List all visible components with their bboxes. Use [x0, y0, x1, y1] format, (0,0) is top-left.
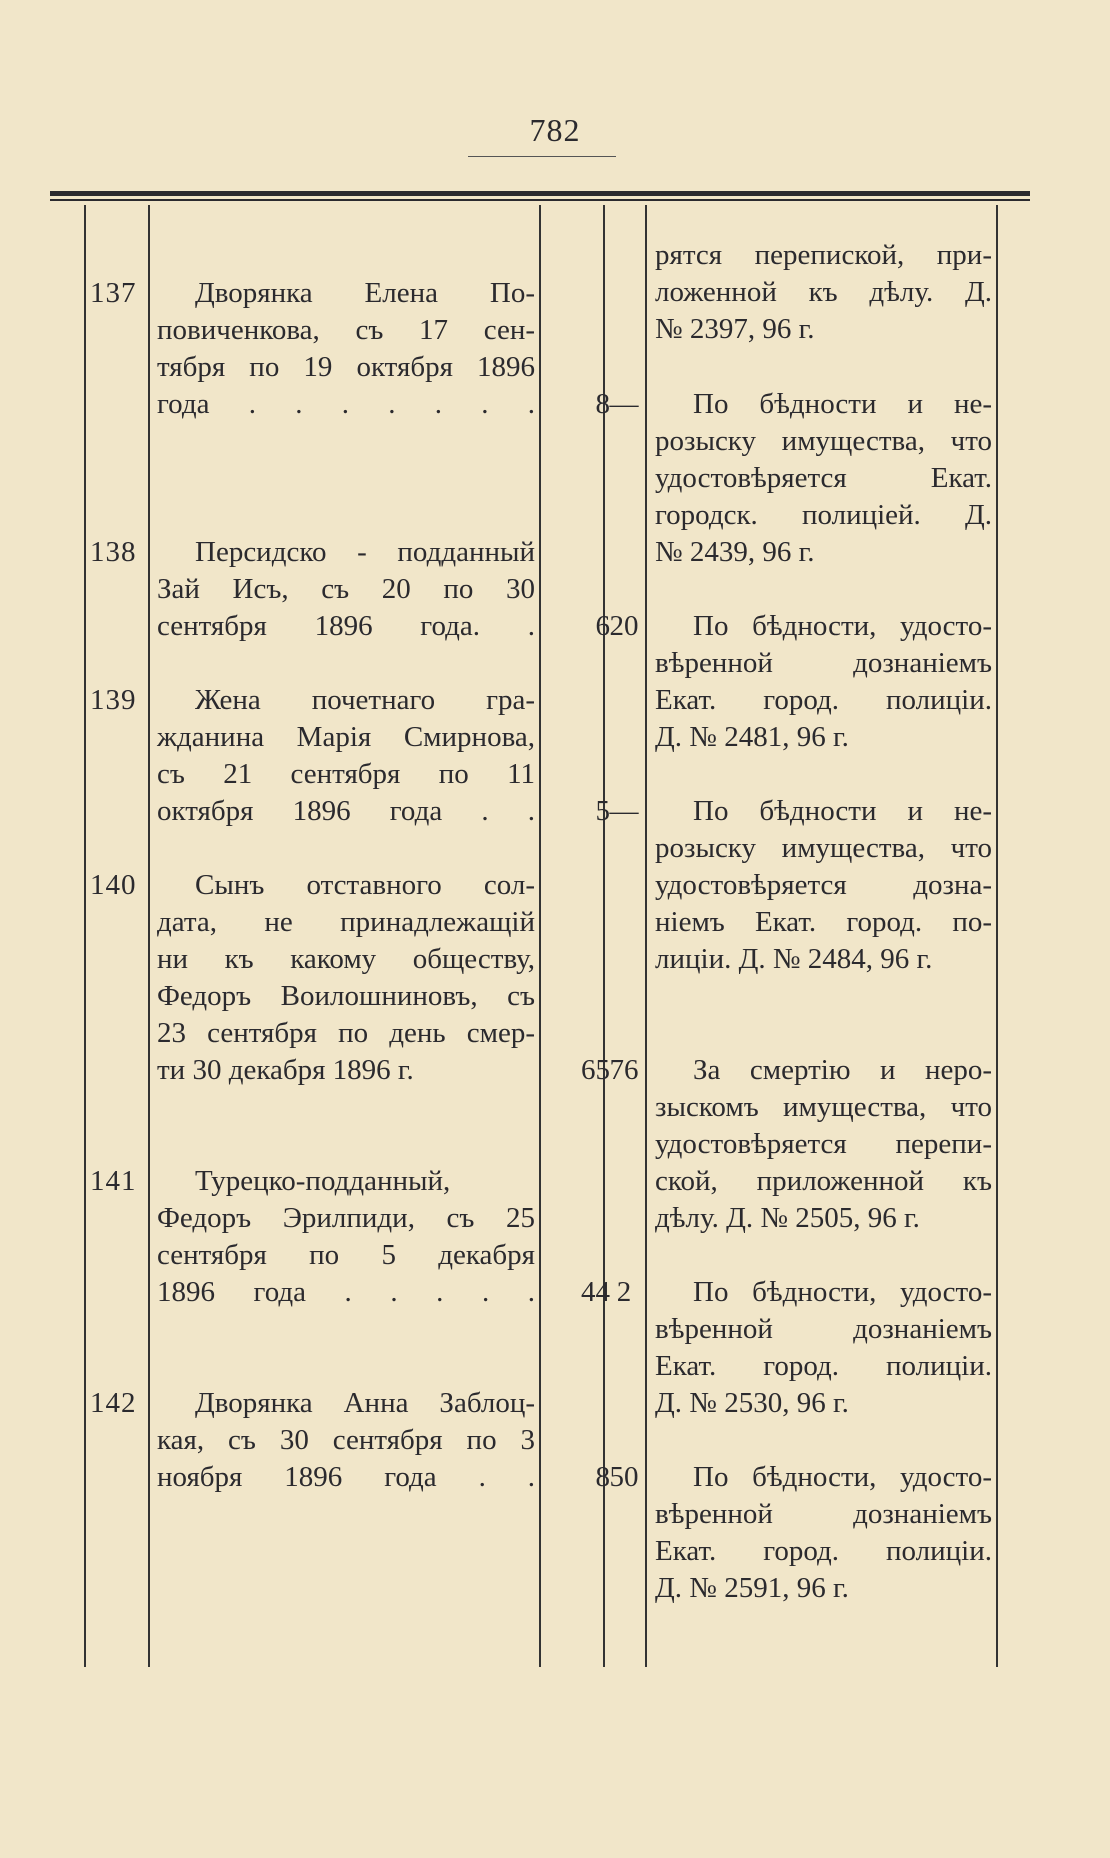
amount-kopecks: 76: [609, 1054, 639, 1086]
amount-rubles: 8: [595, 388, 610, 420]
entry-note-line: По бѣдности, удосто-: [693, 610, 992, 642]
entry-description-line: ти 30 декабря 1896 г.: [157, 1054, 414, 1086]
header-rule-thick: [50, 191, 1030, 196]
entry-note-line: Д. № 2591, 96 г.: [655, 1572, 849, 1604]
entry-note-line: Д. № 2481, 96 г.: [655, 721, 849, 753]
entry-note-line: По бѣдности и не-: [693, 795, 992, 827]
entry-description-line: Жена почетнаго гра-: [195, 684, 535, 716]
entry-description-line: октября 1896 года . .: [157, 795, 535, 827]
entry-description-line: 1896 года . . . . .: [157, 1276, 535, 1308]
entry-description-line: повиченкова, съ 17 сен-: [157, 314, 535, 346]
entry-note-line: зыскомъ имущества, что: [655, 1091, 992, 1123]
entry-description-line: Турецко-подданный,: [195, 1165, 451, 1197]
entry-note-line: По бѣдности, удосто-: [693, 1276, 992, 1308]
entry-number: 142: [90, 1387, 137, 1419]
entry-description-line: 23 сентября по день смер-: [157, 1017, 535, 1049]
entry-description-line: кая, съ 30 сентября по 3: [157, 1424, 535, 1456]
entry-note-line: По бѣдности, удосто-: [693, 1461, 992, 1493]
continuation-line: ложенной къ дѣлу. Д.: [655, 276, 992, 308]
entry-note-line: вѣренной дознаніемъ: [655, 1313, 992, 1345]
entry-number: 139: [90, 684, 137, 716]
page-number-rule: [468, 156, 616, 157]
column-rule-left: [84, 205, 86, 1667]
entry-number: 140: [90, 869, 137, 901]
column-rule-number: [148, 205, 150, 1667]
entry-note-line: Екат. город. полиціи.: [655, 1535, 992, 1567]
amount-rubles: 6: [595, 610, 610, 642]
entry-note-line: удостовѣряется перепи-: [655, 1128, 992, 1160]
amount-rubles: 5: [595, 795, 610, 827]
entry-number: 138: [90, 536, 137, 568]
amount-rubles: 44: [581, 1276, 610, 1308]
entry-note-line: ніемъ Екат. город. по-: [655, 906, 992, 938]
column-rule-description: [539, 205, 541, 1667]
header-rule-thin: [50, 199, 1030, 201]
entry-note-line: Екат. город. полиціи.: [655, 684, 992, 716]
column-rule-rubles: [603, 205, 605, 1667]
entry-note-line: вѣренной дознаніемъ: [655, 1498, 992, 1530]
entry-description-line: сентября по 5 декабря: [157, 1239, 535, 1271]
entry-note-line: удостовѣряется дозна-: [655, 869, 992, 901]
amount-kopecks: 20: [609, 610, 639, 642]
entry-description-line: Персидско - подданный: [195, 536, 535, 568]
amount-rubles: 8: [595, 1461, 610, 1493]
entry-note-line: Екат. город. полиціи.: [655, 1350, 992, 1382]
amount-kopecks: —: [609, 795, 639, 827]
column-rule-kopecks: [645, 205, 647, 1667]
continuation-line: № 2397, 96 г.: [655, 313, 815, 345]
entry-note-line: удостовѣряется Екат.: [655, 462, 992, 494]
entry-description-line: тября по 19 октября 1896: [157, 351, 535, 383]
entry-description-line: ноября 1896 года . .: [157, 1461, 535, 1493]
entry-description-line: дата, не принадлежащій: [157, 906, 535, 938]
entry-note-line: № 2439, 96 г.: [655, 536, 815, 568]
entry-description-line: года . . . . . . .: [157, 388, 535, 420]
entry-description-line: жданина Марія Смирнова,: [157, 721, 535, 753]
entry-description-line: Федоръ Воилошниновъ, съ: [157, 980, 535, 1012]
column-rule-right: [996, 205, 998, 1667]
entry-note-line: дѣлу. Д. № 2505, 96 г.: [655, 1202, 920, 1234]
entry-note-line: розыску имущества, что: [655, 832, 992, 864]
amount-kopecks: —: [609, 388, 639, 420]
entry-description-line: съ 21 сентября по 11: [157, 758, 535, 790]
entry-note-line: лиціи. Д. № 2484, 96 г.: [655, 943, 933, 975]
entry-note-line: городск. полиціей. Д.: [655, 499, 992, 531]
entry-note-line: За смертію и неро-: [693, 1054, 992, 1086]
entry-number: 137: [90, 277, 137, 309]
amount-rubles: 65: [581, 1054, 610, 1086]
entry-note-line: Д. № 2530, 96 г.: [655, 1387, 849, 1419]
entry-description-line: Дворянка Елена По-: [195, 277, 535, 309]
entry-description-line: Зай Исъ, съ 20 по 30: [157, 573, 535, 605]
entry-description-line: сентября 1896 года. .: [157, 610, 535, 642]
page-number: 782: [529, 112, 581, 148]
entry-description-line: Дворянка Анна Заблоц-: [195, 1387, 535, 1419]
entry-description-line: Сынъ отставного сол-: [195, 869, 535, 901]
entry-number: 141: [90, 1165, 137, 1197]
entry-note-line: ской, приложенной къ: [655, 1165, 992, 1197]
entry-note-line: По бѣдности и не-: [693, 388, 992, 420]
entry-note-line: розыску имущества, что: [655, 425, 992, 457]
entry-description-line: ни къ какому обществу,: [157, 943, 535, 975]
continuation-line: рятся перепиской, при-: [655, 239, 992, 271]
amount-kopecks: 50: [609, 1461, 639, 1493]
entry-note-line: вѣренной дознаніемъ: [655, 647, 992, 679]
amount-kopecks: 2: [616, 1276, 632, 1308]
entry-description-line: Федоръ Эрилпиди, съ 25: [157, 1202, 535, 1234]
